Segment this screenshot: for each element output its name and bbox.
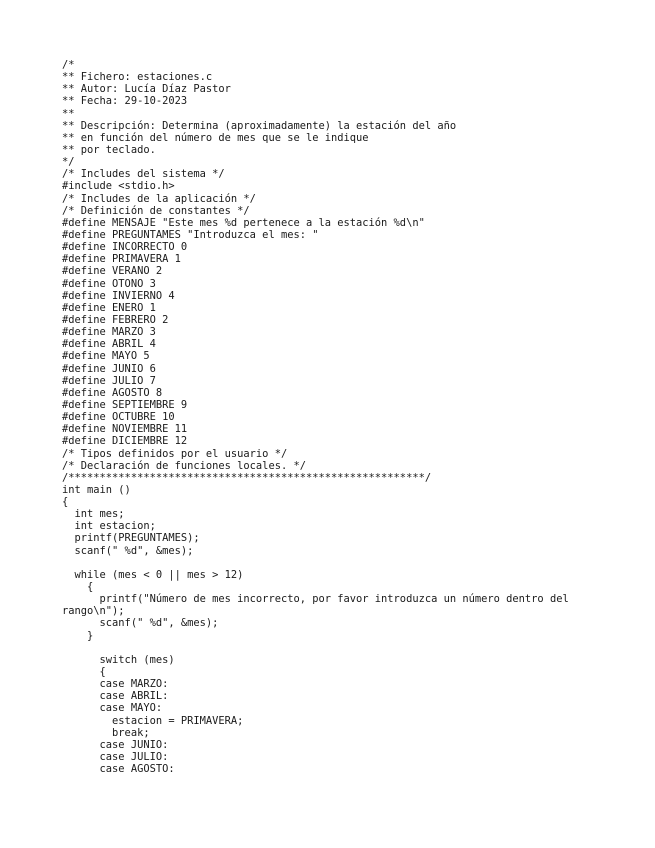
code-line: #define DICIEMBRE 12 xyxy=(62,435,188,448)
code-line: while (mes < 0 || mes > 12) xyxy=(62,568,244,581)
code-line: #define PRIMAVERA 1 xyxy=(62,253,181,266)
code-line: { xyxy=(62,666,106,679)
code-line: #define MARZO 3 xyxy=(62,326,156,339)
code-line: int mes; xyxy=(62,508,125,521)
code-line: ** Fichero: estaciones.c xyxy=(62,71,213,84)
code-line: ** Descripción: Determina (aproximadamente) la estación del año xyxy=(62,119,457,132)
code-line: #define FEBRERO 2 xyxy=(62,313,169,326)
code-line: switch (mes) xyxy=(62,653,175,666)
code-line: #include <stdio.h> xyxy=(62,180,175,193)
code-line: #define PREGUNTAMES "Introduzca el mes: " xyxy=(62,228,319,241)
code-line: #define JULIO 7 xyxy=(62,374,156,387)
code-line: #define INVIERNO 4 xyxy=(62,289,175,302)
code-line: scanf(" %d", &mes); xyxy=(62,544,194,557)
code-line xyxy=(62,557,569,569)
code-line: /* Definición de constantes */ xyxy=(62,204,250,217)
code-line: #define MAYO 5 xyxy=(62,350,150,363)
code-line: { xyxy=(62,581,94,594)
code-line: rango\n"); xyxy=(62,605,125,618)
code-line: /* Includes de la aplicación */ xyxy=(62,192,256,205)
code-line: /*********************************************************/ xyxy=(62,471,432,484)
code-line: #define ENERO 1 xyxy=(62,301,156,314)
code-line: printf("Número de mes incorrecto, por favor introduzca un número dentro del xyxy=(62,593,569,606)
code-line: scanf(" %d", &mes); xyxy=(62,617,219,630)
code-line: case MAYO: xyxy=(62,702,163,715)
code-line: /* Declaración de funciones locales. */ xyxy=(62,459,306,472)
code-line: */ xyxy=(62,156,75,169)
code-line: estacion = PRIMAVERA; xyxy=(62,714,244,727)
code-line: #define VERANO 2 xyxy=(62,265,163,278)
code-line: break; xyxy=(62,726,150,739)
code-line: ** por teclado. xyxy=(62,143,156,156)
code-line: /* Tipos definidos por el usuario */ xyxy=(62,447,288,460)
source-code-block xyxy=(62,59,569,775)
code-line: } xyxy=(62,629,94,642)
code-line: /* xyxy=(62,59,75,71)
code-line: #define NOVIEMBRE 11 xyxy=(62,423,188,436)
code-line: #define INCORRECTO 0 xyxy=(62,241,188,254)
code-line: ** xyxy=(62,107,75,120)
code-line: printf(PREGUNTAMES); xyxy=(62,532,200,545)
code-line: ** Autor: Lucía Díaz Pastor xyxy=(62,83,231,96)
code-line: case AGOSTO: xyxy=(62,763,175,776)
code-line: case JUNIO: xyxy=(62,738,169,751)
code-line: #define ABRIL 4 xyxy=(62,338,156,351)
code-line: /* Includes del sistema */ xyxy=(62,168,225,181)
code-line: #define AGOSTO 8 xyxy=(62,386,163,399)
code-line: { xyxy=(62,496,69,509)
code-line: case MARZO: xyxy=(62,678,169,691)
code-line: case ABRIL: xyxy=(62,690,169,703)
code-line: #define OTONO 3 xyxy=(62,277,156,290)
code-line: #define OCTUBRE 10 xyxy=(62,411,175,424)
code-line: ** en función del número de mes que se le indique xyxy=(62,131,369,144)
code-line: #define JUNIO 6 xyxy=(62,362,156,375)
code-line: int estacion; xyxy=(62,520,156,533)
code-line: int main () xyxy=(62,483,131,496)
code-line: ** Fecha: 29-10-2023 xyxy=(62,95,188,108)
code-line: #define SEPTIEMBRE 9 xyxy=(62,398,188,411)
code-line: case JULIO: xyxy=(62,751,169,764)
code-line: #define MENSAJE "Este mes %d pertenece a la estación %d\n" xyxy=(62,216,425,229)
code-line xyxy=(62,642,569,654)
